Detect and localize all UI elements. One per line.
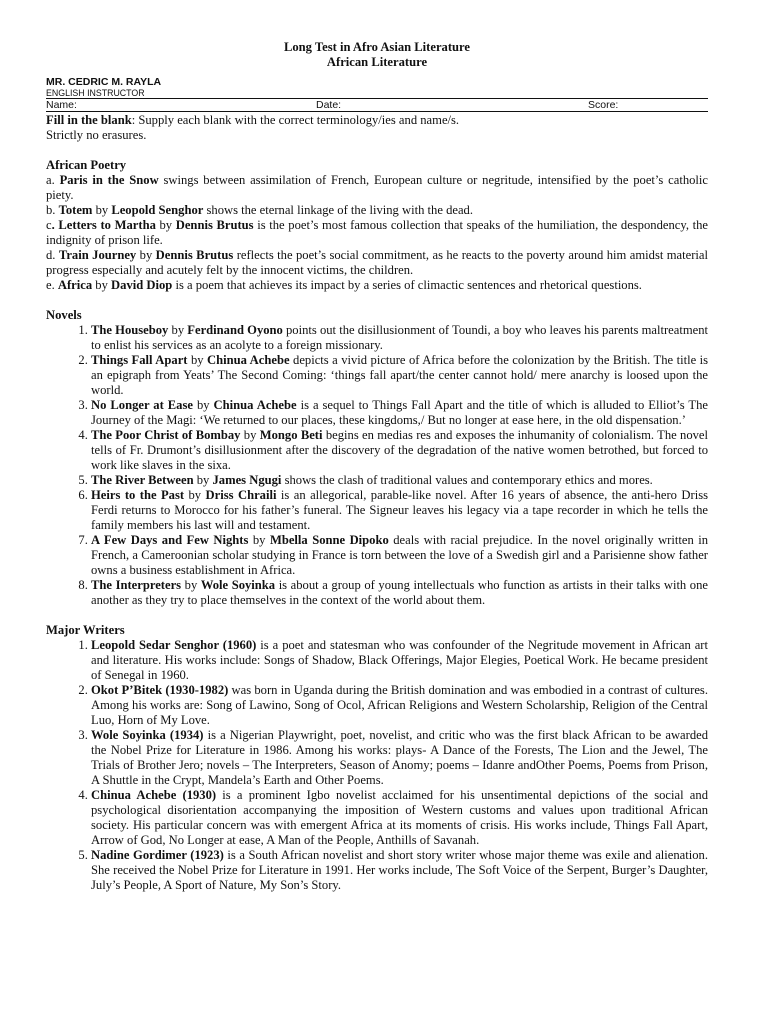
novel-author: Mbella Sonne Dipoko [269,533,389,547]
writer-name: Wole Soyinka (1934) [91,728,204,742]
writer-text: is a prominent Igbo novelist acclaimed for his unsentimental depictions of the social and psychological disorientation accompanying the imposition of Western customs and values upon traditional African society. His particular concern was with emergent Africa at its moments of crisis. His works include, Things Fall Apart, Arrow of God, No Longer at ease, A Man of the People, Anthills of Savanah. [91,788,708,847]
instructor-title: ENGLISH INSTRUCTOR [46,88,145,98]
writer-item [91,683,708,728]
poem-author: David Diop [111,278,173,292]
poem-by: by [155,218,176,232]
novel-title: A Few Days and Few Nights [91,533,249,547]
writers-heading: Major Writers [46,623,125,637]
novel-text: is about a group of young intellectuals who function as artists in their talks with one another as they try to place themselves in the context of the world about them. [91,578,708,607]
poem-item [46,248,708,278]
instructions-line2: Strictly no erasures. [46,128,147,142]
instructions-text: : Supply each blank with the correct terminology/ies and name/s. [131,113,460,127]
name-date-score-bar [46,98,708,112]
poem-prefix: d. [46,248,59,262]
writer-text: is a Nigerian Playwright, poet, novelist, and critic who was the first black African to be awarded the Nobel Prize for Literature in 1986. Among his works: plays- A Dance of the Forests, The Lion and the Jewel, The Trials of Brother Jero; novels – The Interpreters, Season of Anomy; poems – Idanre andOther Poems, Poems from Prison, A Shuttle in the Crypt, Mandela’s Earth and Other Poems. [91,728,709,787]
poem-item [46,173,708,203]
novel-title: The Interpreters [91,578,182,592]
writer-item [91,848,708,893]
novel-author: Chinua Achebe [207,353,290,367]
novel-item [91,428,708,473]
novel-title: No Longer at Ease [91,398,193,412]
novel-by: by [193,473,213,487]
poem-item [46,203,708,218]
novel-by: by [192,398,214,412]
poem-author: Leopold Senghor [111,203,204,217]
poem-title: Africa [57,278,93,292]
writer-item [91,788,708,848]
novel-title: The Houseboy [91,323,169,337]
poem-prefix: e. [46,278,58,292]
instructor-name: MR. CEDRIC M. RAYLA [46,76,162,88]
novel-item [91,533,708,578]
score-label: Score: [588,99,619,111]
novel-by: by [184,488,206,502]
novels-list [46,323,708,608]
poem-text: swings between assimilation of French, European culture or negritude, intensified by the poet’s catholic piety. [46,173,709,202]
novel-title: The River Between [91,473,194,487]
novel-title: The Poor Christ of Bombay [91,428,241,442]
novel-item [91,398,708,428]
poem-title: . Letters to Martha [51,218,156,232]
novel-item [91,473,708,488]
novel-text: shows the clash of traditional values and contemporary ethics and mores. [281,473,653,487]
test-title: Long Test in Afro Asian Literature [283,40,470,54]
writer-text: is a poet and statesman who was confounder of the Negritude movement in African art and literature. His works include: Songs of Shadow, Black Offerings, Major Elegies, Poetical Work. He became president of Senegal in 1960. [91,638,708,682]
novel-text: points out the disillusionment of Toundi, a boy who leaves his parents maltreatment to enlist his services as an acolyte to a foreign missionary. [91,323,709,352]
novel-by: by [181,578,201,592]
name-label: Name: [46,99,77,111]
novel-by: by [168,323,188,337]
novels-heading: Novels [46,308,82,322]
poem-text: is a poem that achieves its impact by a series of climactic sentences and rhetorical questions. [172,278,642,292]
poem-title: Paris in the Snow [59,173,159,187]
novel-title: Heirs to the Past [91,488,185,502]
novel-title: Things Fall Apart [91,353,188,367]
novel-item [91,353,708,398]
poem-by: by [92,278,112,292]
poem-title: Train Journey [58,248,137,262]
poem-author: Dennis Brutus [175,218,254,232]
instructions-bold: Fill in the blank [46,113,132,127]
poem-by: by [136,248,156,262]
writer-name: Leopold Sedar Senghor (1960) [91,638,257,652]
poem-title: Totem [58,203,93,217]
instructions [46,113,708,128]
writer-item [91,728,708,788]
poem-by: by [92,203,112,217]
poetry-heading: African Poetry [46,158,127,172]
poem-item [46,278,708,293]
novel-text: depicts a vivid picture of Africa before the colonization by the British. The title is an epigraph from Yeats’ The Second Coming: ‘things fall apart/the center cannot hold/ mere anarchy is loosed upon the world. [91,353,709,397]
novel-text: is a sequel to Things Fall Apart and the title of which is alluded to Elliot’s The Journey of the Magi: ‘We returned to our places, these kingdoms,/ But no longer at ease here, in the old dispensation.’ [91,398,708,427]
writer-name: Nadine Gordimer (1923) [91,848,224,862]
novel-author: Mongo Beti [259,428,323,442]
novel-author: Driss Chraili [205,488,277,502]
poem-prefix: a. [46,173,60,187]
novel-by: by [240,428,260,442]
novel-by: by [187,353,208,367]
document-page [46,40,708,893]
poem-item [46,218,708,248]
poem-prefix: c [46,218,52,232]
novel-text: deals with racial prejudice. In the novel originally written in French, a Cameroonian scholar studying in France is torn between the love of a Swedish girl and a Parisienne show father owns a business establishment in Africa. [91,533,709,577]
novel-author: Chinua Achebe [213,398,297,412]
writer-item [91,638,708,683]
novel-author: Wole Soyinka [200,578,276,592]
novel-text: is an allegorical, parable-like novel. After 16 years of absence, the anti-hero Driss Ferdi returns to Morocco for his father’s funeral. The Signeur leaves his legacy via a tape recorder in which he tells the family members his last will and testament. [91,488,709,532]
novel-item [91,578,708,608]
writers-list [46,638,708,893]
poetry-list [46,173,708,293]
writer-name: Okot P’Bitek (1930-1982) [91,683,229,697]
novel-item [91,323,708,353]
novel-item [91,488,708,533]
writer-text: is a South African novelist and short story writer whose major theme was exile and alienation. She received the Nobel Prize for Literature in 1991. Her works include, The Soft Voice of the Serpent, Burger’s Daughter, July’s People, A Sport of Nature, My Son’s Story. [91,848,708,892]
novel-author: James Ngugi [212,473,282,487]
writer-text: was born in Uganda during the British domination and was embodied in a contrast of cultures. Among his works are: Song of Lawino, Song of Ocol, African Religions and Western Scholarship, Religion of the Central Luo, Horn of My Love. [91,683,708,727]
poem-prefix: b. [46,203,59,217]
poem-text: shows the eternal linkage of the living with the dead. [203,203,473,217]
poem-text: reflects the poet’s social commitment, as he reacts to the poverty around him amidst material progress especially and acutely felt by the innocent victims, the children. [46,248,709,277]
date-label: Date: [316,99,342,111]
poem-text: is the poet’s most famous collection that speaks of the humiliation, the despondency, the indignity of prison life. [46,218,708,247]
test-subtitle: African Literature [326,55,428,69]
novel-text: begins en medias res and exposes the inhumanity of colonialism. The novel tells of Fr. Drumont’s disillusionment after the discovery of the degradation of the native women betrothed, but forced to work like slaves in the sixa. [91,428,709,472]
novel-by: by [248,533,270,547]
novel-author: Ferdinand Oyono [187,323,283,337]
writer-name: Chinua Achebe (1930) [91,788,217,802]
poem-author: Dennis Brutus [155,248,234,262]
